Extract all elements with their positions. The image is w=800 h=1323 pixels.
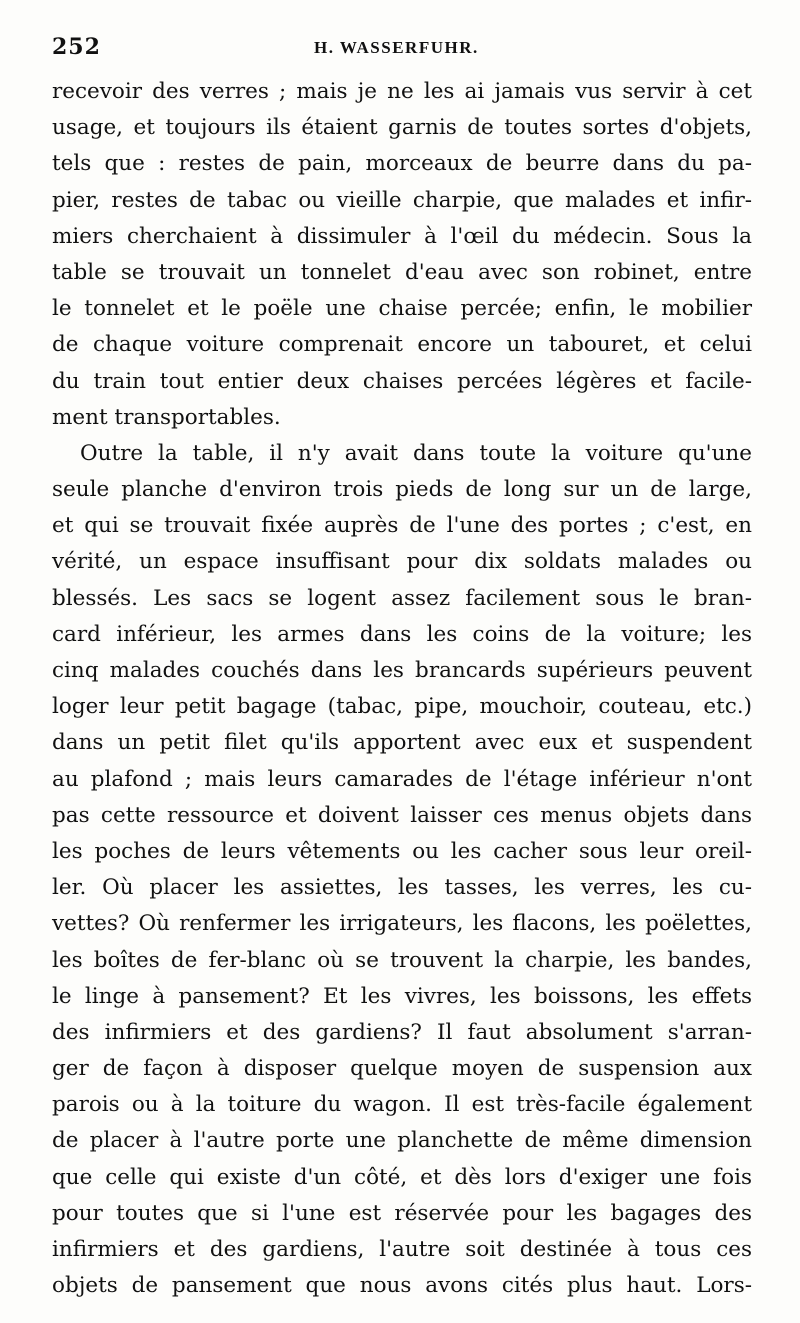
text-line: les poches de leurs vêtements ou les cacher sous leur oreil- [52,838,752,864]
text-line: blessés. Les sacs se logent assez facilement sous le bran- [52,585,752,611]
text-line: que celle qui existe d'un côté, et dès lors d'exiger une fois [52,1164,752,1190]
text-line: ment transportables. [52,404,281,430]
text-line: vettes? Où renfermer les irrigateurs, les flacons, les poëlettes, [52,911,752,937]
text-line: pier, restes de tabac ou vieille charpie, que malades et infir- [52,187,752,213]
text-line: dans un petit filet qu'ils apportent avec eux et suspendent [52,730,752,756]
text-line: card inférieur, les armes dans les coins de la voiture; les [52,621,752,647]
text-line: ler. Où placer les assiettes, les tasses, les verres, les cu- [52,875,752,901]
text-line: le linge à pansement? Et les vivres, les boissons, les effets [52,983,752,1009]
text-line: objets de pansement que nous avons cités plus haut. Lors- [52,1273,752,1299]
text-line: des infirmiers et des gardiens? Il faut absolument s'arran- [52,1019,752,1045]
text-line: pas cette ressource et doivent laisser ces menus objets dans [52,802,752,828]
text-line: recevoir des verres ; mais je ne les ai jamais vus servir à cet [52,79,752,104]
text-line: et qui se trouvait fixée auprès de l'une des portes ; c'est, en [52,513,752,539]
text-line: pour toutes que si l'une est réservée pour les bagages des [52,1200,752,1226]
text-line: le tonnelet et le poële une chaise percée; enfin, le mobilier [52,296,752,322]
text-line: du train tout entier deux chaises percées légères et facile- [52,368,752,394]
text-line: parois ou à la toiture du wagon. Il est très-facile également [52,1092,752,1118]
text-line: usage, et toujours ils étaient garnis de toutes sortes d'objets, [52,115,752,141]
text-line: ger de façon à disposer quelque moyen de suspension aux [52,1056,752,1082]
text-line: miers cherchaient à dissimuler à l'œil du médecin. Sous la [52,223,752,249]
page-header [52,34,752,64]
text-line: loger leur petit bagage (tabac, pipe, mouchoir, couteau, etc.) [52,694,752,720]
text-line: infirmiers et des gardiens, l'autre soit destinée à tous ces [52,1237,752,1262]
text-line: tels que : restes de pain, morceaux de beurre dans du pa- [52,151,752,177]
text-line: de chaque voiture comprenait encore un tabouret, et celui [52,332,752,358]
text-line: au plafond ; mais leurs camarades de l'étage inférieur n'ont [52,766,752,792]
text-line: seule planche d'environ trois pieds de long sur un de large, [52,477,752,503]
text-line: table se trouvait un tonnelet d'eau avec son robinet, entre [52,259,752,285]
text-line: les boîtes de fer-blanc où se trouvent la charpie, les bandes, [52,947,752,973]
running-head: H. WASSERFUHR. [314,38,479,57]
text-line: de placer à l'autre porte une planchette de même dimension [52,1128,752,1154]
text-line: vérité, un espace insuffisant pour dix soldats malades ou [52,549,752,575]
page-number: 252 [52,34,101,60]
text-line: cinq malades couchés dans les brancards supérieurs peuvent [52,658,752,683]
body-text [52,74,752,1304]
text-line: Outre la table, il n'y avait dans toute la voiture qu'une [80,440,752,466]
